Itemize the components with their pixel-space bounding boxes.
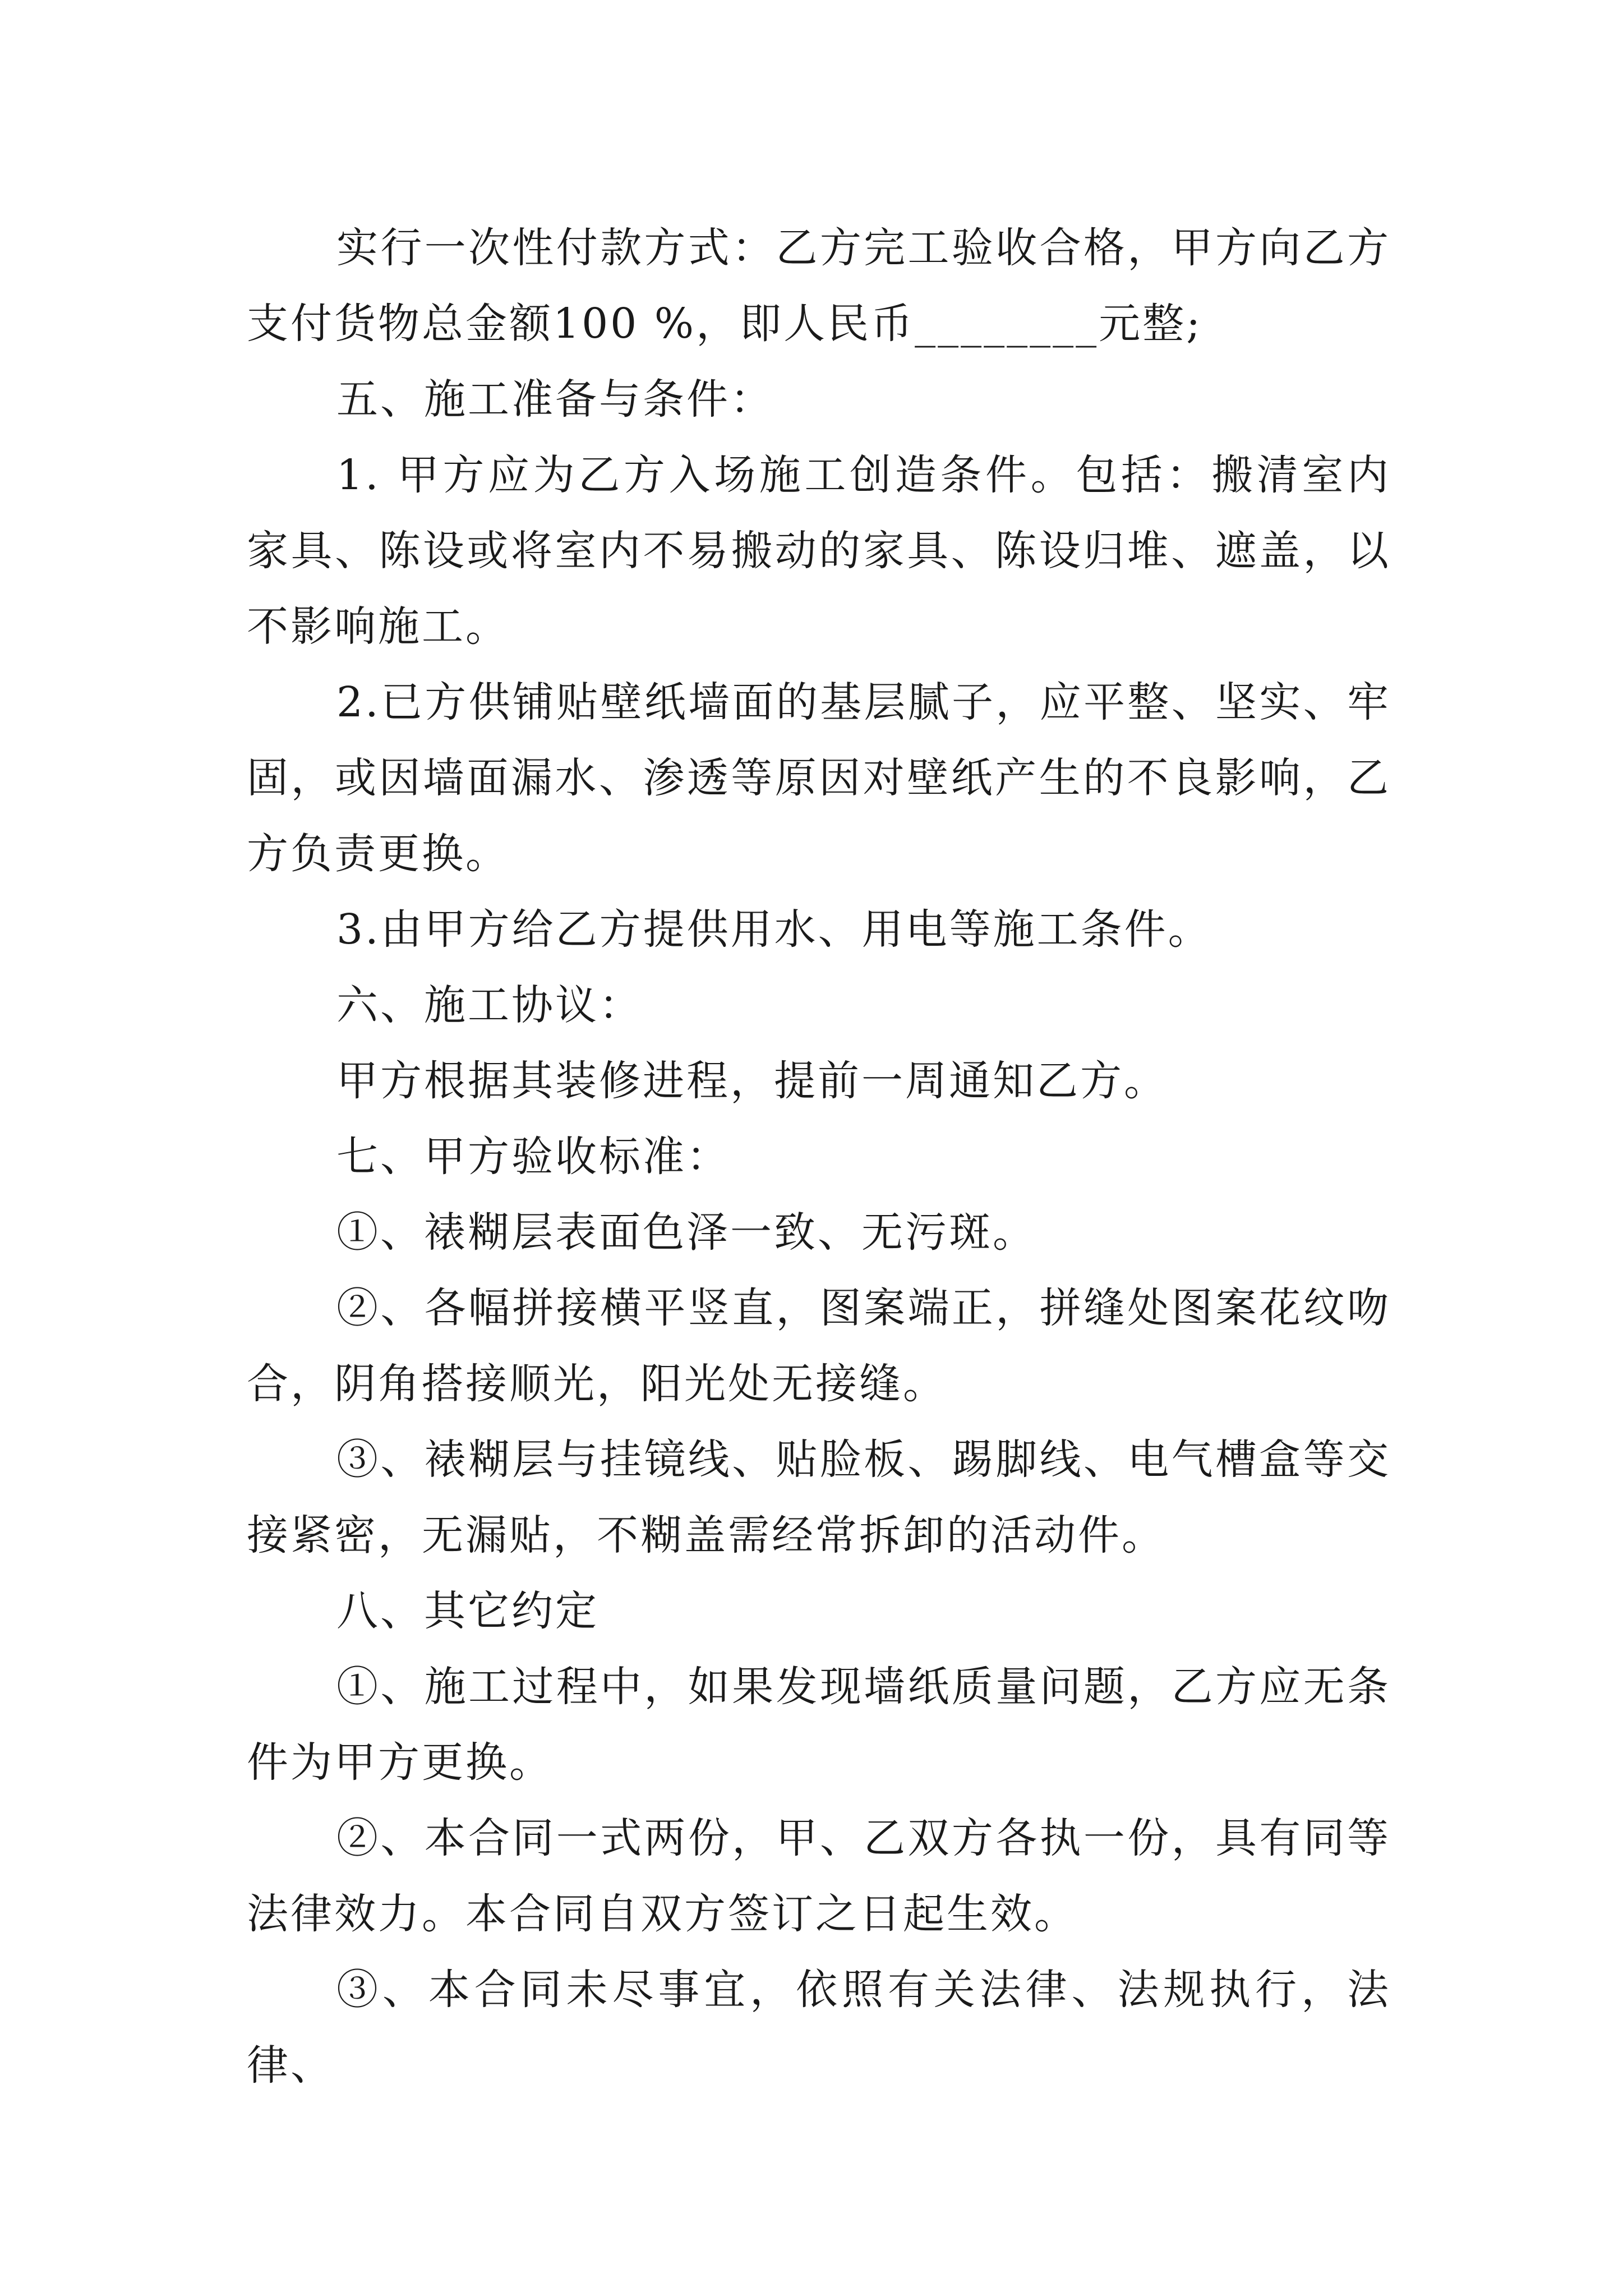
section-8-item-2: ②、本合同一式两份，甲、乙双方各执一份，具有同等法律效力。本合同自双方签订之日起生效。: [247, 1814, 1391, 1938]
section-7-item-1: ①、裱糊层表面色泽一致、无污斑。: [336, 1208, 1036, 1257]
section-8-heading: 八、其它约定: [336, 1587, 599, 1635]
section-5-item-2: 2.已方供铺贴壁纸墙面的基层腻子，应平整、坚实、牢固，或因墙面漏水、渗透等原因对壁纸产生的不良影响，乙方负责更换。: [247, 678, 1391, 878]
document-page: [247, 210, 1391, 2104]
section-7-item-2: ②、各幅拼接横平竖直，图案端正，拼缝处图案花纹吻合，阴角搭接顺光，阳光处无接缝。: [247, 1284, 1391, 1408]
section-6-text: 甲方根据其装修进程，提前一周通知乙方。: [336, 1057, 1168, 1105]
section-5-item-3: 3.由甲方给乙方提供用水、用电等施工条件。: [336, 905, 1212, 954]
section-5-heading: 五、施工准备与条件：: [336, 375, 774, 424]
payment-method-paragraph: 实行一次性付款方式：乙方完工验收合格，甲方向乙方支付货物总金额100 %，即人民币________元整;: [247, 224, 1391, 348]
section-7-heading: 七、甲方验收标准：: [336, 1133, 730, 1181]
section-7-item-3: ③、裱糊层与挂镜线、贴脸板、踢脚线、电气槽盒等交接紧密，无漏贴，不糊盖需经常拆卸的活动件。: [247, 1435, 1391, 1559]
section-6-heading: 六、施工协议：: [336, 981, 643, 1029]
section-8-item-1: ①、施工过程中，如果发现墙纸质量问题，乙方应无条件为甲方更换。: [247, 1663, 1391, 1787]
section-5-item-1: 1. 甲方应为乙方入场施工创造条件。包括：搬清室内家具、陈设或将室内不易搬动的家具、陈设归堆、遮盖，以不影响施工。: [247, 451, 1391, 651]
section-8-item-3: ③、本合同未尽事宜，依照有关法律、法规执行，法律、: [247, 1966, 1391, 2090]
